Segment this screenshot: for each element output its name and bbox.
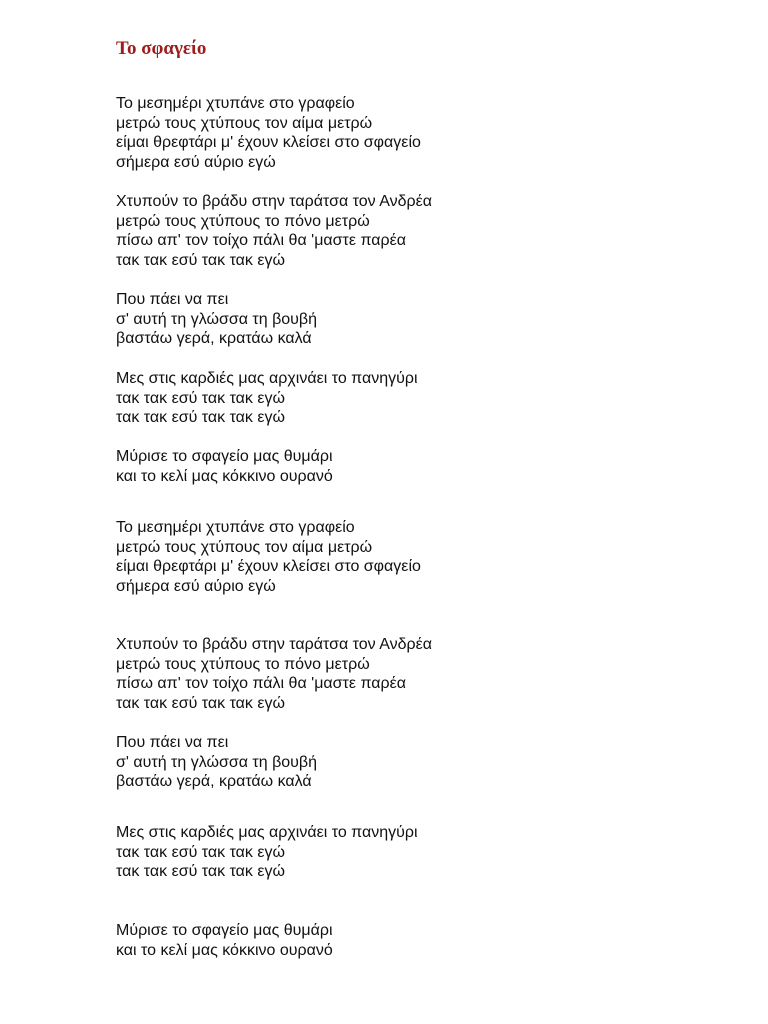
page-title: Το σφαγείο	[116, 38, 207, 59]
lyric-line: Το μεσημέρι χτυπάνε στο γραφείο	[116, 519, 355, 536]
lyric-line: σ' αυτή τη γλώσσα τη βουβή	[116, 310, 318, 328]
lyric-line: μετρώ τους χτύπους το πόνο μετρώ	[116, 212, 370, 230]
lyric-line: Που πάει να πει	[116, 734, 229, 751]
stanza-3	[116, 290, 317, 349]
lyric-line: βαστάω γερά, κρατάω καλά	[116, 773, 312, 791]
lyric-line: Μύρισε το σφαγείο μας θυμάρι	[116, 448, 333, 465]
lyric-line: Χτυπούν το βράδυ στην ταράτσα τον Ανδρέα	[116, 193, 432, 210]
lyric-line: είμαι θρεφτάρι μ' έχουν κλείσει στο σφαγείο	[116, 134, 421, 152]
lyric-line: Μύρισε το σφαγείο μας θυμάρι	[116, 922, 333, 939]
stanza-9	[116, 823, 418, 882]
stanza-5	[116, 447, 333, 486]
stanza-2	[116, 192, 432, 270]
lyric-line: τακ τακ εσύ τακ τακ εγώ	[116, 694, 285, 712]
lyric-line: μετρώ τους χτύπους το πόνο μετρώ	[116, 655, 370, 673]
stanza-8	[116, 733, 317, 792]
stanza-1	[116, 94, 421, 172]
stanza-6	[116, 518, 421, 596]
lyric-line: είμαι θρεφτάρι μ' έχουν κλείσει στο σφαγείο	[116, 558, 421, 576]
lyric-line: τακ τακ εσύ τακ τακ εγώ	[116, 863, 285, 881]
lyric-line: τακ τακ εσύ τακ τακ εγώ	[116, 251, 285, 269]
lyric-line: τακ τακ εσύ τακ τακ εγώ	[116, 843, 285, 861]
lyric-line: πίσω απ' τον τοίχο πάλι θα 'μαστε παρέα	[116, 232, 406, 250]
stanza-7	[116, 635, 432, 713]
lyric-line: Το μεσημέρι χτυπάνε στο γραφείο	[116, 95, 355, 112]
stanza-10	[116, 921, 333, 960]
stanza-4	[116, 369, 418, 428]
lyric-line: σήμερα εσύ αύριο εγώ	[116, 577, 276, 595]
lyric-line: Μες στις καρδιές μας αρχινάει το πανηγύρι	[116, 824, 418, 841]
lyric-line: σήμερα εσύ αύριο εγώ	[116, 153, 276, 171]
lyric-line: σ' αυτή τη γλώσσα τη βουβή	[116, 753, 318, 771]
lyric-line: Που πάει να πει	[116, 291, 229, 308]
lyric-line: τακ τακ εσύ τακ τακ εγώ	[116, 389, 285, 407]
lyric-line: μετρώ τους χτύπους τον αίμα μετρώ	[116, 114, 373, 132]
lyric-line: και το κελί μας κόκκινο ουρανό	[116, 941, 333, 959]
lyric-line: Μες στις καρδιές μας αρχινάει το πανηγύρι	[116, 370, 418, 387]
lyric-line: και το κελί μας κόκκινο ουρανό	[116, 467, 333, 485]
lyric-line: βαστάω γερά, κρατάω καλά	[116, 330, 312, 348]
lyric-line: τακ τακ εσύ τακ τακ εγώ	[116, 409, 285, 427]
lyric-line: Χτυπούν το βράδυ στην ταράτσα τον Ανδρέα	[116, 636, 432, 653]
lyric-line: μετρώ τους χτύπους τον αίμα μετρώ	[116, 538, 373, 556]
lyric-line: πίσω απ' τον τοίχο πάλι θα 'μαστε παρέα	[116, 675, 406, 693]
